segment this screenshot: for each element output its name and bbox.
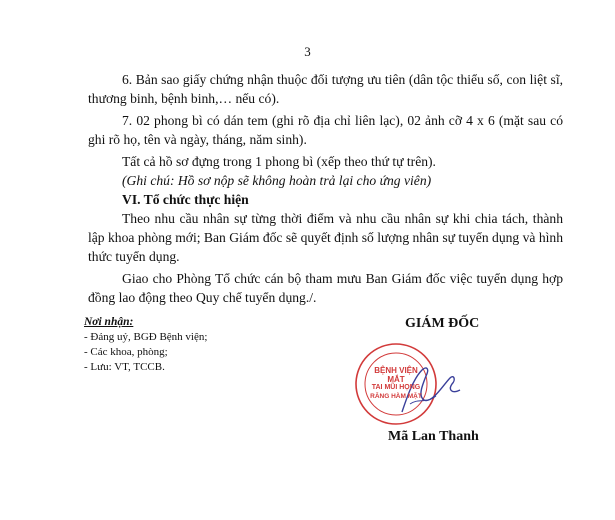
seal-text: TAI MŨI HỌNG — [371, 384, 421, 391]
recipients-title: Nơi nhận: — [84, 316, 134, 328]
recipient-item: - Lưu: VT, TCCB. — [84, 361, 165, 373]
requirement-item-7: 7. 02 phong bì có dán tem (ghi rõ địa chỉ liên lạc), 02 ảnh cỡ 4 x 6 (mặt sau có ghi rõ họ, tên và ngày, tháng, năm sinh). — [88, 113, 563, 147]
page-number: 3 — [304, 44, 311, 59]
section-heading: VI. Tổ chức thực hiện — [122, 192, 249, 207]
seal-text: MẮT — [387, 375, 405, 384]
signer-title: GIÁM ĐỐC — [405, 316, 480, 331]
seal-text: BỆNH VIỆN — [374, 366, 418, 375]
envelope-instruction: Tất cả hồ sơ đựng trong 1 phong bì (xếp theo thứ tự trên). — [122, 154, 436, 169]
recipient-item: - Các khoa, phòng; — [84, 346, 168, 358]
note: (Ghi chú: Hồ sơ nộp sẽ không hoàn trả lại cho ứng viên) — [122, 173, 432, 188]
requirement-item-6: 6. Bản sao giấy chứng nhận thuộc đối tượng ưu tiên (dân tộc thiểu số, con liệt sĩ, thương binh, bệnh binh,… nếu có). — [88, 72, 563, 106]
document-body — [88, 70, 563, 307]
recipients-block — [84, 315, 207, 375]
seal-text: RĂNG HÀM MẶT — [370, 393, 422, 400]
official-seal — [352, 334, 462, 434]
recipient-item: - Đảng uỷ, BGĐ Bệnh viện; — [84, 331, 208, 343]
section-paragraph-1: Theo nhu cầu nhân sự từng thời điểm và nhu cầu nhân sự khi chia tách, thành lập khoa phòng mới; Ban Giám đốc sẽ quyết định số lượng nhân sự tuyển dụng và hình thức tuyển dụng. — [88, 211, 564, 264]
section-paragraph-2: Giao cho Phòng Tổ chức cán bộ tham mưu Ban Giám đốc việc tuyển dụng hợp đồng lao động theo Quy chế tuyển dụng./. — [88, 271, 563, 305]
signer-name: Mã Lan Thanh — [388, 429, 479, 444]
